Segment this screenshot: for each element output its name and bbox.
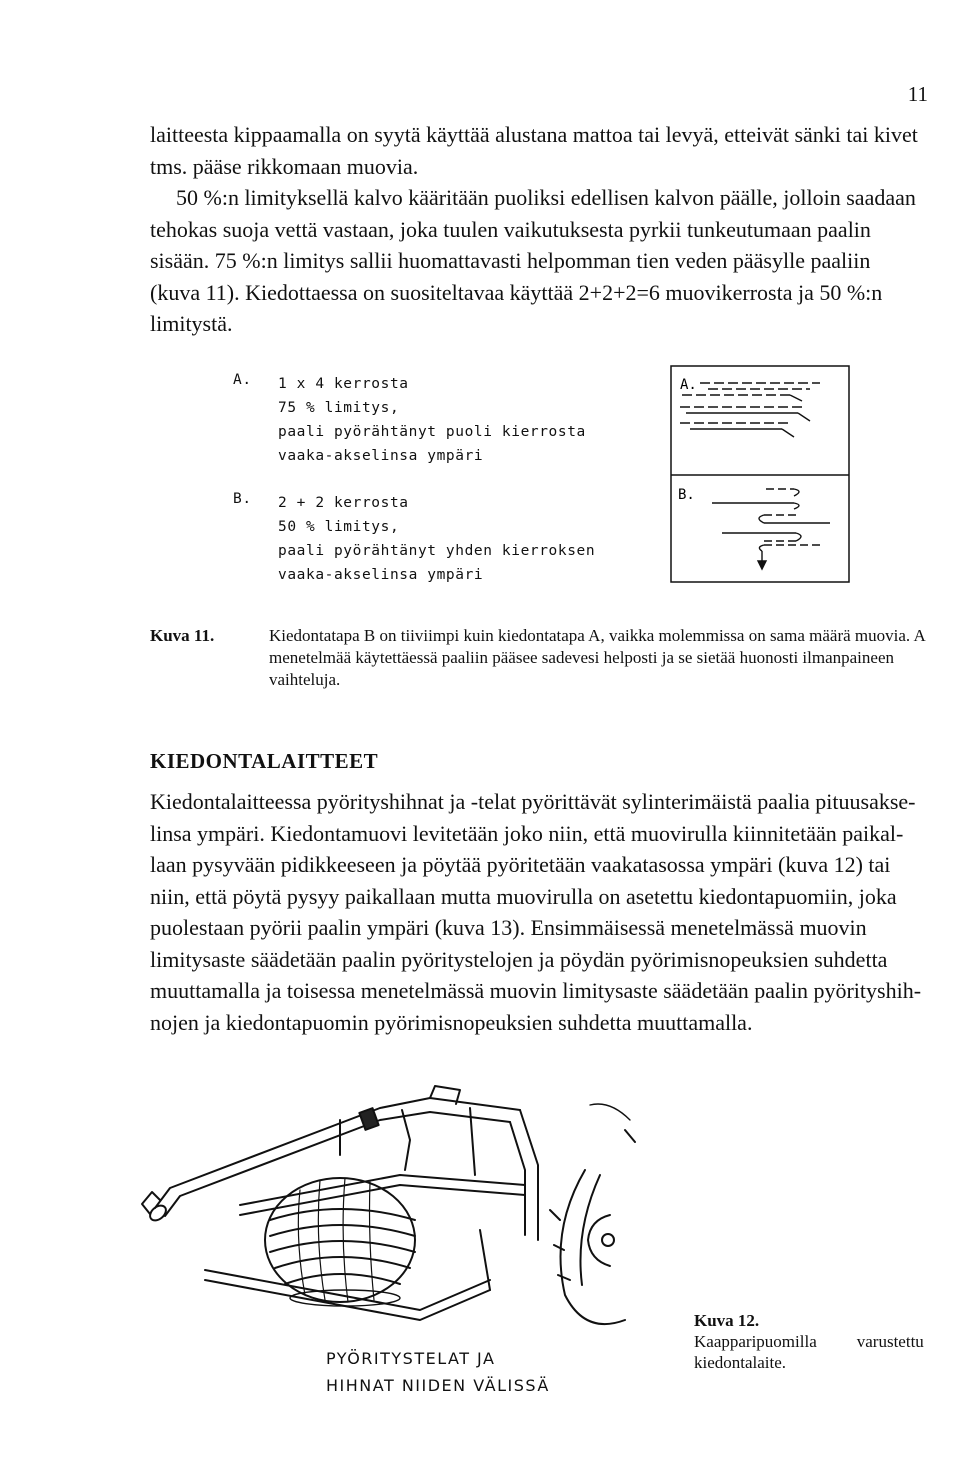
text-line: tehokas suoja vettä vastaan, joka tuulen vaikutuksesta pyrkii tunkeutumaan paalin	[150, 216, 871, 242]
text-line: tms. pääse rikkomaan muovia.	[150, 153, 419, 179]
caption-line	[694, 1331, 924, 1352]
option-b-line: paali pyörähtänyt yhden kierroksen	[278, 543, 596, 559]
figure11-caption	[150, 625, 950, 691]
caption-label: Kuva 11.	[150, 626, 215, 645]
page-number: 11	[907, 82, 928, 106]
figure11-option-a	[233, 372, 586, 468]
drawing-label-line: HIHNAT NIIDEN VÄLISSÄ	[326, 1376, 550, 1395]
diagram-a-layers	[680, 383, 820, 437]
option-b-line: 2 + 2 kerrosta	[278, 495, 409, 511]
pickup-arm	[142, 1086, 538, 1240]
figure12-caption	[694, 1310, 924, 1373]
figure12-drawing-label	[326, 1345, 550, 1399]
text-line: muuttamalla ja toisessa menetelmässä muovin limitysaste säädetään paalin pyörityshih-	[150, 978, 922, 1003]
text-line: Kiedontalaitteessa pyörityshihnat ja -telat pyörittävät sylinterimäistä paalia pituusakse-	[150, 789, 916, 814]
option-a-line: 75 % limitys,	[278, 400, 400, 416]
option-a-line: 1 x 4 kerrosta	[278, 376, 409, 392]
option-b-label: B.	[233, 491, 252, 507]
wrapping-overlap-diagram	[670, 365, 850, 583]
figure11-option-b	[233, 491, 595, 587]
text-line: nojen ja kiedontapuomin pyörimisnopeuksien suhdetta muuttamalla.	[150, 1009, 753, 1035]
text-line: sisään. 75 %:n limitys sallii huomattavasti helpomman tien veden pääsylle paaliin	[150, 248, 871, 273]
text-line: linsa ympäri. Kiedontamuovi levitetään joko niin, että muovirulla kiinnitetään paikal-	[150, 820, 904, 846]
drawing-label-line: PYÖRITYSTELAT JA	[326, 1349, 496, 1368]
text-line: 50 %:n limityksellä kalvo kääritään puoliksi edellisen kalvon päälle, jolloin saadaan	[176, 185, 916, 210]
diagram-label-a: A.	[680, 377, 697, 393]
section-heading: KIEDONTALAITTEET	[150, 749, 379, 773]
text-line: (kuva 11). Kiedottaessa on suositeltavaa käyttää 2+2+2=6 muovikerrosta ja 50 %:n	[150, 279, 883, 305]
paragraph-intro	[150, 119, 950, 340]
tractor-wheel	[550, 1104, 635, 1324]
diagram-label-b: B.	[678, 487, 695, 503]
diagram-b-layers	[712, 489, 830, 569]
text-line: limitystä.	[150, 311, 233, 336]
caption-word: Kaapparipuomilla	[694, 1332, 817, 1351]
wrapper-frame	[205, 1108, 525, 1320]
caption-label: Kuva 12.	[694, 1311, 760, 1330]
text-line: niin, että pöytä pysyy paikallaan mutta muovirulla on asetettu kiedontapuomiin, joka	[150, 883, 897, 909]
text-line: laan pysyvään pidikkeeseen ja pöytää pyöritetään vaakatasossa ympäri (kuva 12) tai	[150, 852, 891, 877]
text-line: laitteesta kippaamalla on syytä käyttää alustana mattoa tai levyä, etteivät sänki tai kivet	[150, 122, 918, 147]
caption-text: Kiedontatapa B on tiiviimpi kuin kiedontatapa A, vaikka molemmissa on sama määrä muovia. A menetelmää käytettäessä paaliin pääsee sadevesi helposti ja se sietää huonosti ilmanpaineen vaihteluja.	[269, 626, 925, 689]
caption-line: kiedontalaite.	[694, 1353, 787, 1372]
option-b-line: vaaka-akselinsa ympäri	[278, 567, 484, 583]
text-line: puolestaan pyörii paalin ympäri (kuva 13). Ensimmäisessä menetelmässä muovin	[150, 915, 867, 940]
paragraph-body	[150, 786, 950, 1038]
text-line: limitysaste säädetään paalin pyöritystelojen ja pöydän pyörimisnopeuksien suhdetta	[150, 946, 888, 972]
option-a-label: A.	[233, 372, 252, 388]
option-a-line: paali pyörähtänyt puoli kierrosta	[278, 424, 586, 440]
caption-word: varustettu	[856, 1332, 924, 1351]
option-b-line: 50 % limitys,	[278, 519, 400, 535]
option-a-line: vaaka-akselinsa ympäri	[278, 448, 484, 464]
